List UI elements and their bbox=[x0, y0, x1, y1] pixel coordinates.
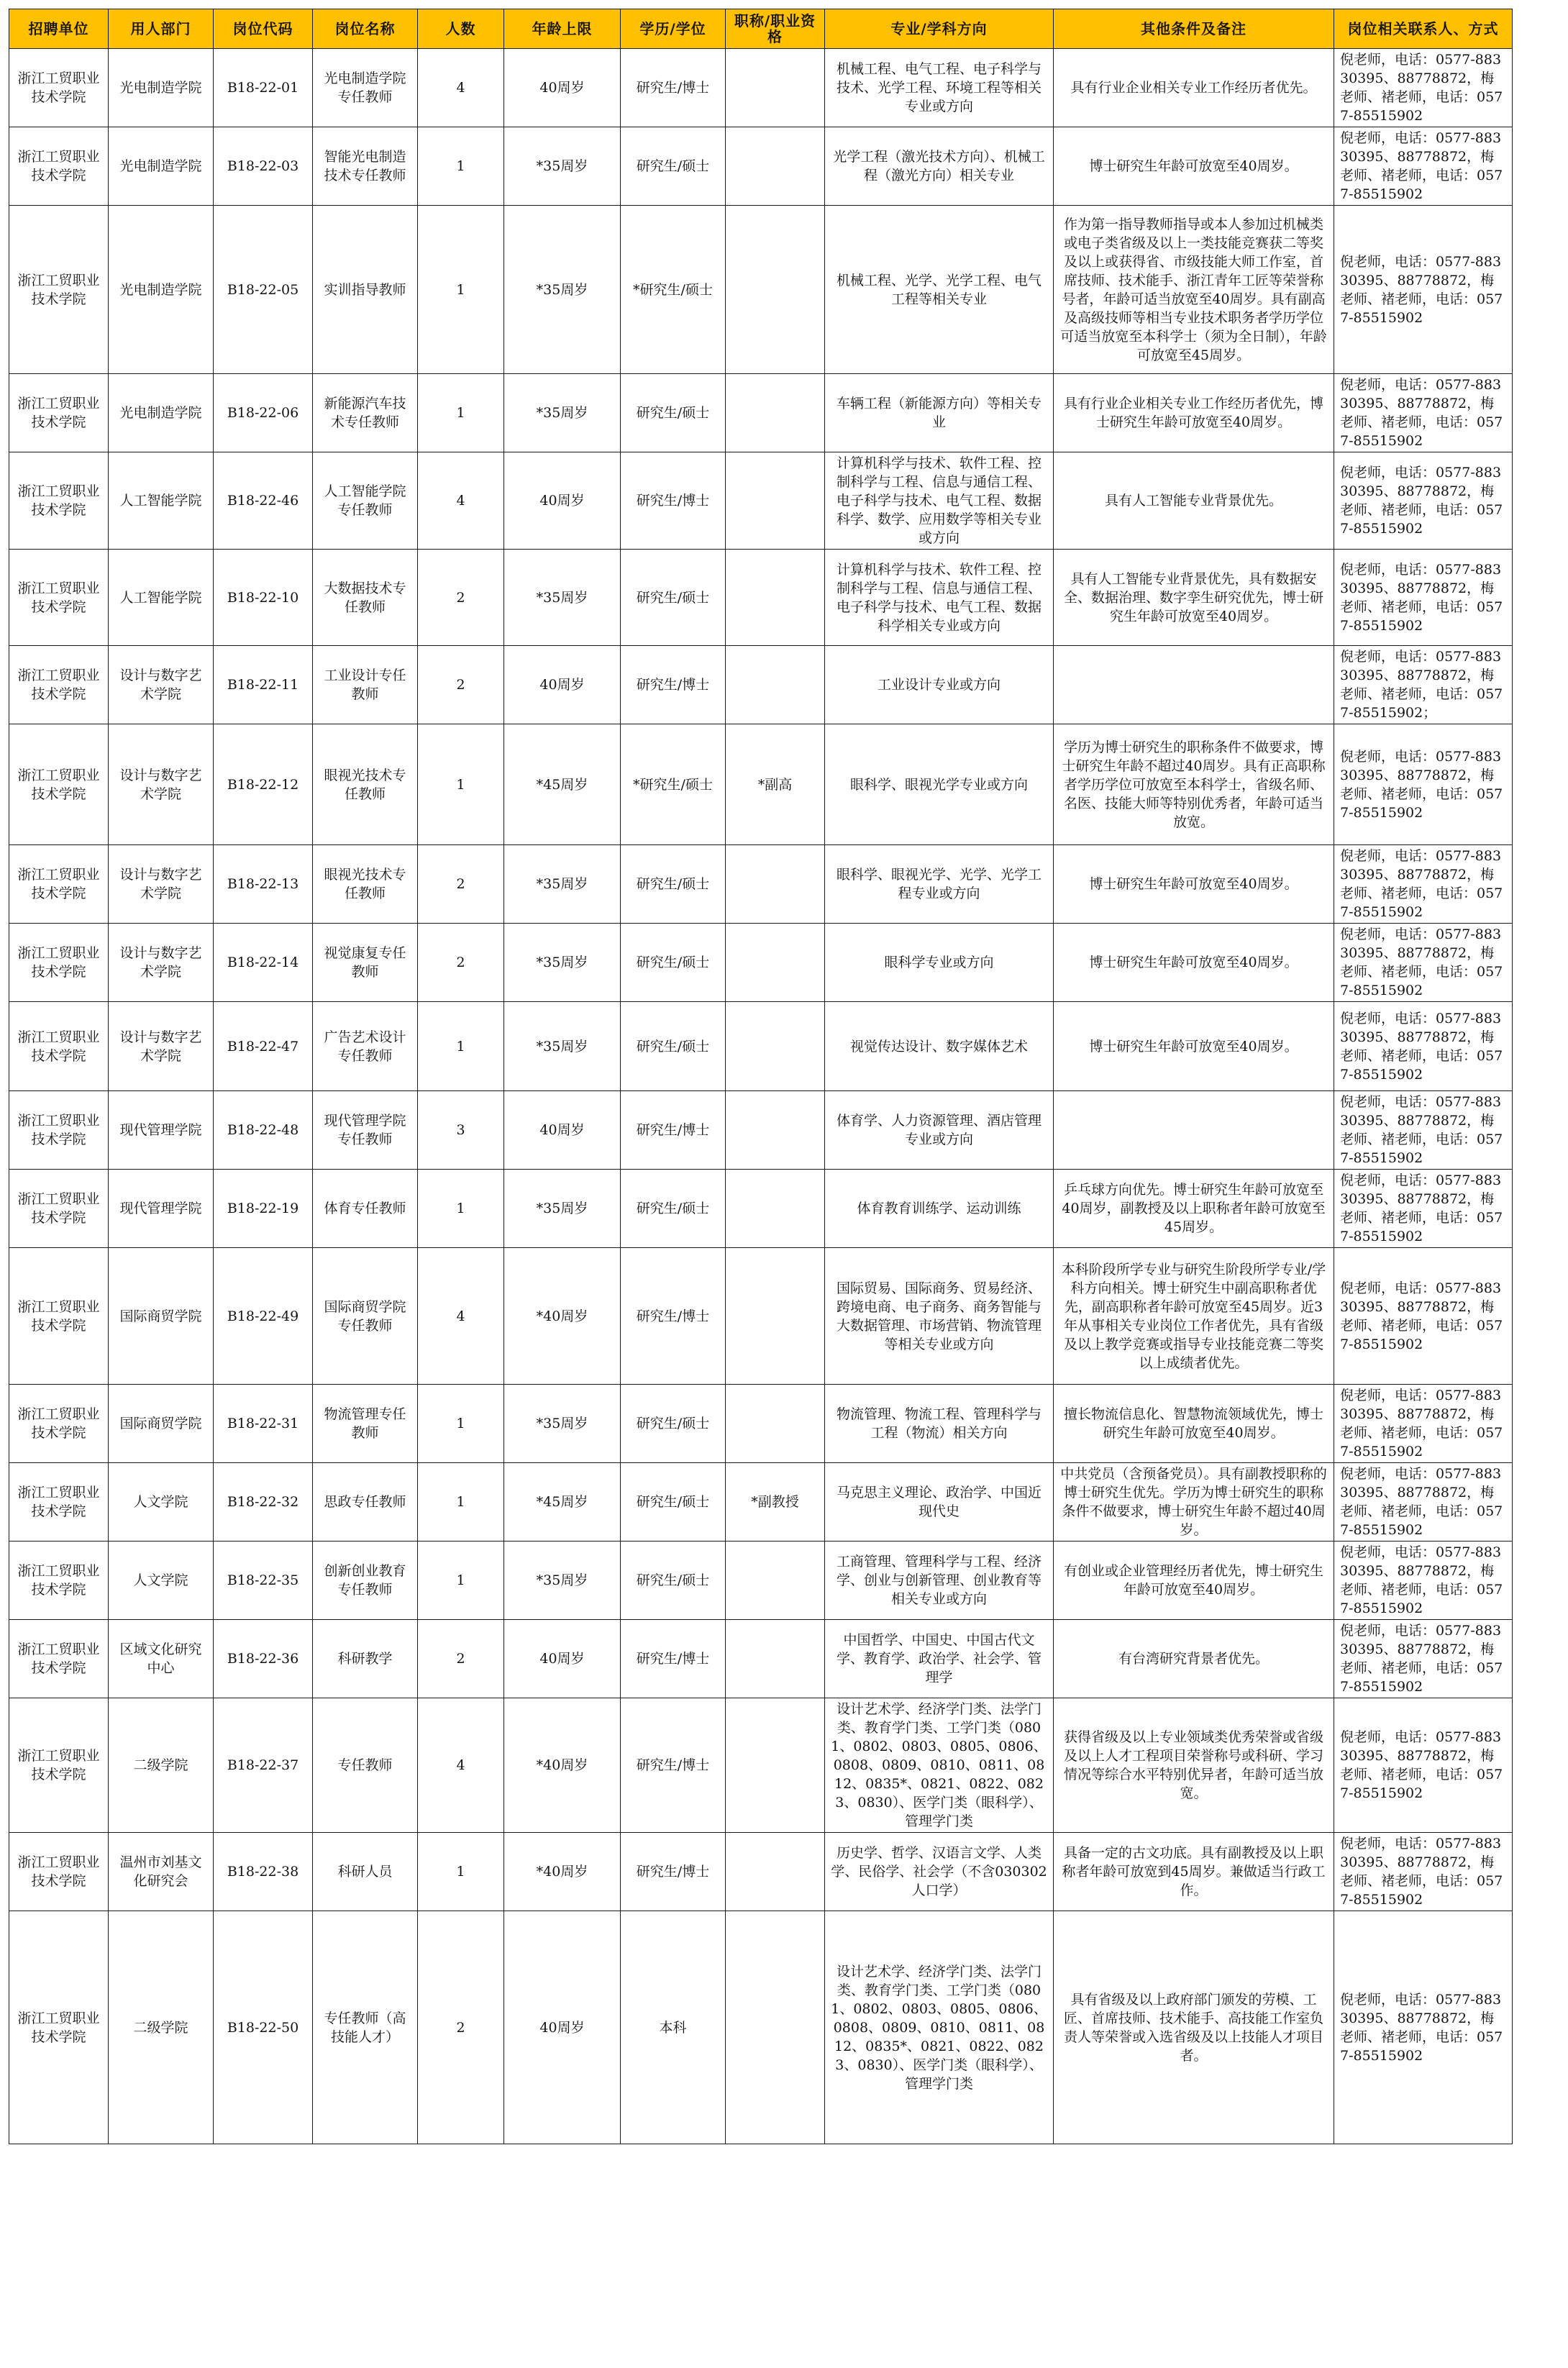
rank-cell bbox=[726, 374, 825, 452]
contact-cell: 倪老师，电话：0577-88330395、88778872，梅老师、褚老师，电话：0577-85515902 bbox=[1334, 1385, 1513, 1463]
age-cell: *35周岁 bbox=[504, 206, 621, 374]
count-cell: 1 bbox=[418, 1833, 504, 1911]
count-cell: 1 bbox=[418, 724, 504, 845]
age-cell: 40周岁 bbox=[504, 1091, 621, 1170]
table-row bbox=[9, 1542, 1513, 1620]
table-row bbox=[9, 724, 1513, 845]
code-cell: B18-22-31 bbox=[214, 1385, 313, 1463]
contact-cell: 倪老师，电话：0577-88330395、88778872，梅老师、褚老师，电话：0577-85515902 bbox=[1334, 724, 1513, 845]
age-cell: *35周岁 bbox=[504, 374, 621, 452]
major-cell: 车辆工程（新能源方向）等相关专业 bbox=[825, 374, 1054, 452]
rank-cell bbox=[726, 1248, 825, 1385]
age-cell: *35周岁 bbox=[504, 127, 621, 206]
count-cell: 4 bbox=[418, 1698, 504, 1833]
table-row bbox=[9, 1833, 1513, 1911]
age-cell: 40周岁 bbox=[504, 1620, 621, 1698]
edu-cell: 研究生/博士 bbox=[621, 1833, 726, 1911]
age-cell: *40周岁 bbox=[504, 1833, 621, 1911]
contact-cell: 倪老师，电话：0577-88330395、88778872，梅老师、褚老师，电话：0577-85515902 bbox=[1334, 1463, 1513, 1542]
other-cell: 博士研究生年龄可放宽至40周岁。 bbox=[1054, 924, 1334, 1002]
table-row bbox=[9, 1463, 1513, 1542]
contact-cell: 倪老师，电话：0577-88330395、88778872，梅老师、褚老师，电话：0577-85515902 bbox=[1334, 127, 1513, 206]
unit-cell: 浙江工贸职业技术学院 bbox=[9, 1698, 109, 1833]
other-cell bbox=[1054, 1091, 1334, 1170]
rank-cell bbox=[726, 646, 825, 724]
count-cell: 2 bbox=[418, 1911, 504, 2144]
unit-cell: 浙江工贸职业技术学院 bbox=[9, 1911, 109, 2144]
table-row bbox=[9, 1620, 1513, 1698]
code-cell: B18-22-37 bbox=[214, 1698, 313, 1833]
rank-cell bbox=[726, 452, 825, 550]
code-cell: B18-22-03 bbox=[214, 127, 313, 206]
edu-cell: 研究生/硕士 bbox=[621, 374, 726, 452]
unit-cell: 浙江工贸职业技术学院 bbox=[9, 724, 109, 845]
other-cell: 获得省级及以上专业领域类优秀荣誉或省级及以上人才工程项目荣誉称号或科研、学习情况等综合水平特别优异者，年龄可适当放宽。 bbox=[1054, 1698, 1334, 1833]
contact-cell: 倪老师，电话：0577-88330395、88778872，梅老师、褚老师，电话：0577-85515902 bbox=[1334, 49, 1513, 127]
contact-cell: 倪老师，电话：0577-88330395、88778872，梅老师、褚老师，电话：0577-85515902； bbox=[1334, 646, 1513, 724]
dept-cell: 人文学院 bbox=[109, 1463, 214, 1542]
title-cell: 物流管理专任教师 bbox=[313, 1385, 418, 1463]
major-cell: 设计艺术学、经济学门类、法学门类、教育学门类、工学门类（0801、0802、0803、0805、0806、0808、0809、0810、0811、0812、0835*、0821、0822、0823、0830）、医学门类（眼科学）、管理学门类 bbox=[825, 1911, 1054, 2144]
dept-cell: 区域文化研究中心 bbox=[109, 1620, 214, 1698]
major-cell: 机械工程、光学、光学工程、电气工程等相关专业 bbox=[825, 206, 1054, 374]
edu-cell: 研究生/博士 bbox=[621, 49, 726, 127]
other-cell: 擅长物流信息化、智慧物流领域优先，博士研究生年龄可放宽至40周岁。 bbox=[1054, 1385, 1334, 1463]
title-cell: 大数据技术专任教师 bbox=[313, 550, 418, 646]
edu-cell: *研究生/硕士 bbox=[621, 206, 726, 374]
edu-cell: 研究生/博士 bbox=[621, 1620, 726, 1698]
code-cell: B18-22-01 bbox=[214, 49, 313, 127]
rank-cell bbox=[726, 1002, 825, 1091]
major-cell: 视觉传达设计、数字媒体艺术 bbox=[825, 1002, 1054, 1091]
other-cell: 博士研究生年龄可放宽至40周岁。 bbox=[1054, 845, 1334, 924]
unit-cell: 浙江工贸职业技术学院 bbox=[9, 127, 109, 206]
title-cell: 专任教师（高技能人才） bbox=[313, 1911, 418, 2144]
table-row bbox=[9, 49, 1513, 127]
other-cell: 具有人工智能专业背景优先，具有数据安全、数据治理、数字孪生研究优先，博士研究生年龄可放宽至40周岁。 bbox=[1054, 550, 1334, 646]
count-cell: 4 bbox=[418, 49, 504, 127]
unit-cell: 浙江工贸职业技术学院 bbox=[9, 1620, 109, 1698]
header-age: 年龄上限 bbox=[504, 9, 621, 49]
other-cell: 博士研究生年龄可放宽至40周岁。 bbox=[1054, 127, 1334, 206]
edu-cell: 研究生/硕士 bbox=[621, 550, 726, 646]
table-row bbox=[9, 1091, 1513, 1170]
edu-cell: 本科 bbox=[621, 1911, 726, 2144]
count-cell: 1 bbox=[418, 374, 504, 452]
code-cell: B18-22-47 bbox=[214, 1002, 313, 1091]
title-cell: 工业设计专任教师 bbox=[313, 646, 418, 724]
title-cell: 新能源汽车技术专任教师 bbox=[313, 374, 418, 452]
unit-cell: 浙江工贸职业技术学院 bbox=[9, 1463, 109, 1542]
major-cell: 体育教育训练学、运动训练 bbox=[825, 1170, 1054, 1248]
edu-cell: 研究生/硕士 bbox=[621, 845, 726, 924]
contact-cell: 倪老师，电话：0577-88330395、88778872，梅老师、褚老师，电话：0577-85515902 bbox=[1334, 1002, 1513, 1091]
title-cell: 现代管理学院专任教师 bbox=[313, 1091, 418, 1170]
edu-cell: 研究生/硕士 bbox=[621, 1002, 726, 1091]
edu-cell: 研究生/博士 bbox=[621, 1248, 726, 1385]
title-cell: 人工智能学院专任教师 bbox=[313, 452, 418, 550]
unit-cell: 浙江工贸职业技术学院 bbox=[9, 374, 109, 452]
code-cell: B18-22-10 bbox=[214, 550, 313, 646]
table-row bbox=[9, 1911, 1513, 2144]
edu-cell: 研究生/硕士 bbox=[621, 924, 726, 1002]
count-cell: 1 bbox=[418, 1385, 504, 1463]
age-cell: *35周岁 bbox=[504, 845, 621, 924]
age-cell: *45周岁 bbox=[504, 724, 621, 845]
contact-cell: 倪老师，电话：0577-88330395、88778872，梅老师、褚老师，电话：0577-85515902 bbox=[1334, 452, 1513, 550]
major-cell: 国际贸易、国际商务、贸易经济、跨境电商、电子商务、商务智能与大数据管理、市场营销、物流管理等相关专业或方向 bbox=[825, 1248, 1054, 1385]
code-cell: B18-22-46 bbox=[214, 452, 313, 550]
unit-cell: 浙江工贸职业技术学院 bbox=[9, 924, 109, 1002]
age-cell: *35周岁 bbox=[504, 1542, 621, 1620]
major-cell: 体育学、人力资源管理、酒店管理专业或方向 bbox=[825, 1091, 1054, 1170]
age-cell: 40周岁 bbox=[504, 49, 621, 127]
table-row bbox=[9, 1248, 1513, 1385]
code-cell: B18-22-32 bbox=[214, 1463, 313, 1542]
major-cell: 马克思主义理论、政治学、中国近现代史 bbox=[825, 1463, 1054, 1542]
count-cell: 1 bbox=[418, 206, 504, 374]
header-major: 专业/学科方向 bbox=[825, 9, 1054, 49]
unit-cell: 浙江工贸职业技术学院 bbox=[9, 1542, 109, 1620]
unit-cell: 浙江工贸职业技术学院 bbox=[9, 1833, 109, 1911]
other-cell: 乒乓球方向优先。博士研究生年龄可放宽至40周岁，副教授及以上职称者年龄可放宽至45周岁。 bbox=[1054, 1170, 1334, 1248]
major-cell: 计算机科学与技术、软件工程、控制科学与工程、信息与通信工程、电子科学与技术、电气工程、数据科学、数学、应用数学等相关专业或方向 bbox=[825, 452, 1054, 550]
age-cell: *35周岁 bbox=[504, 550, 621, 646]
rank-cell bbox=[726, 49, 825, 127]
major-cell: 计算机科学与技术、软件工程、控制科学与工程、信息与通信工程、电子科学与技术、电气工程、数据科学相关专业或方向 bbox=[825, 550, 1054, 646]
header-dept: 用人部门 bbox=[109, 9, 214, 49]
count-cell: 4 bbox=[418, 452, 504, 550]
dept-cell: 现代管理学院 bbox=[109, 1170, 214, 1248]
unit-cell: 浙江工贸职业技术学院 bbox=[9, 1248, 109, 1385]
contact-cell: 倪老师，电话：0577-88330395、88778872，梅老师、褚老师，电话：0577-85515902 bbox=[1334, 374, 1513, 452]
code-cell: B18-22-19 bbox=[214, 1170, 313, 1248]
rank-cell bbox=[726, 845, 825, 924]
major-cell: 眼科学、眼视光学、光学、光学工程专业或方向 bbox=[825, 845, 1054, 924]
header-contact: 岗位相关联系人、方式 bbox=[1334, 9, 1513, 49]
table-row bbox=[9, 1002, 1513, 1091]
edu-cell: 研究生/硕士 bbox=[621, 1463, 726, 1542]
age-cell: 40周岁 bbox=[504, 1911, 621, 2144]
contact-cell: 倪老师，电话：0577-88330395、88778872，梅老师、褚老师，电话：0577-85515902 bbox=[1334, 1248, 1513, 1385]
dept-cell: 光电制造学院 bbox=[109, 49, 214, 127]
count-cell: 2 bbox=[418, 924, 504, 1002]
rank-cell bbox=[726, 1091, 825, 1170]
rank-cell: *副教授 bbox=[726, 1463, 825, 1542]
code-cell: B18-22-13 bbox=[214, 845, 313, 924]
count-cell: 4 bbox=[418, 1248, 504, 1385]
table-body bbox=[9, 49, 1513, 2144]
other-cell: 具有行业企业相关专业工作经历者优先，博士研究生年龄可放宽至40周岁。 bbox=[1054, 374, 1334, 452]
rank-cell bbox=[726, 1385, 825, 1463]
unit-cell: 浙江工贸职业技术学院 bbox=[9, 49, 109, 127]
dept-cell: 温州市刘基文化研究会 bbox=[109, 1833, 214, 1911]
title-cell: 视觉康复专任教师 bbox=[313, 924, 418, 1002]
dept-cell: 光电制造学院 bbox=[109, 127, 214, 206]
rank-cell bbox=[726, 1620, 825, 1698]
table-row bbox=[9, 924, 1513, 1002]
header-row bbox=[9, 9, 1513, 49]
edu-cell: 研究生/硕士 bbox=[621, 1170, 726, 1248]
major-cell: 工商管理、管理科学与工程、经济学、创业与创新管理、创业教育等相关专业或方向 bbox=[825, 1542, 1054, 1620]
dept-cell: 二级学院 bbox=[109, 1911, 214, 2144]
count-cell: 1 bbox=[418, 127, 504, 206]
major-cell: 物流管理、物流工程、管理科学与工程（物流）相关方向 bbox=[825, 1385, 1054, 1463]
other-cell bbox=[1054, 646, 1334, 724]
table-row bbox=[9, 550, 1513, 646]
header-edu: 学历/学位 bbox=[621, 9, 726, 49]
count-cell: 3 bbox=[418, 1091, 504, 1170]
edu-cell: 研究生/硕士 bbox=[621, 1385, 726, 1463]
code-cell: B18-22-35 bbox=[214, 1542, 313, 1620]
age-cell: *40周岁 bbox=[504, 1248, 621, 1385]
table-row bbox=[9, 646, 1513, 724]
rank-cell bbox=[726, 924, 825, 1002]
table-row bbox=[9, 374, 1513, 452]
dept-cell: 设计与数字艺术学院 bbox=[109, 724, 214, 845]
dept-cell: 设计与数字艺术学院 bbox=[109, 845, 214, 924]
title-cell: 光电制造学院专任教师 bbox=[313, 49, 418, 127]
other-cell: 具有人工智能专业背景优先。 bbox=[1054, 452, 1334, 550]
table-row bbox=[9, 1385, 1513, 1463]
major-cell: 光学工程（激光技术方向）、机械工程（激光方向）相关专业 bbox=[825, 127, 1054, 206]
table-row bbox=[9, 452, 1513, 550]
major-cell: 工业设计专业或方向 bbox=[825, 646, 1054, 724]
other-cell: 博士研究生年龄可放宽至40周岁。 bbox=[1054, 1002, 1334, 1091]
code-cell: B18-22-05 bbox=[214, 206, 313, 374]
rank-cell bbox=[726, 1170, 825, 1248]
header-title: 岗位名称 bbox=[313, 9, 418, 49]
contact-cell: 倪老师，电话：0577-88330395、88778872，梅老师、褚老师，电话：0577-85515902 bbox=[1334, 1698, 1513, 1833]
title-cell: 智能光电制造技术专任教师 bbox=[313, 127, 418, 206]
rank-cell bbox=[726, 550, 825, 646]
header-code: 岗位代码 bbox=[214, 9, 313, 49]
dept-cell: 光电制造学院 bbox=[109, 374, 214, 452]
unit-cell: 浙江工贸职业技术学院 bbox=[9, 452, 109, 550]
unit-cell: 浙江工贸职业技术学院 bbox=[9, 1170, 109, 1248]
unit-cell: 浙江工贸职业技术学院 bbox=[9, 1091, 109, 1170]
recruitment-table bbox=[9, 9, 1513, 2144]
age-cell: *45周岁 bbox=[504, 1463, 621, 1542]
table-row bbox=[9, 1698, 1513, 1833]
other-cell: 有创业或企业管理经历者优先，博士研究生年龄可放宽至40周岁。 bbox=[1054, 1542, 1334, 1620]
other-cell: 作为第一指导教师指导或本人参加过机械类或电子类省级及以上一类技能竞赛获二等奖及以上或获得省、市级技能大师工作室，首席技师、技术能手、浙江青年工匠等荣誉称号者，年龄可适当放宽至40周岁。具有副高及高级技师等相当专业技术职务者学历学位可适当放宽至本科学士（须为全日制），年龄可放宽至45周岁。 bbox=[1054, 206, 1334, 374]
table-row bbox=[9, 845, 1513, 924]
table-row bbox=[9, 1170, 1513, 1248]
code-cell: B18-22-12 bbox=[214, 724, 313, 845]
count-cell: 1 bbox=[418, 1002, 504, 1091]
title-cell: 专任教师 bbox=[313, 1698, 418, 1833]
title-cell: 眼视光技术专任教师 bbox=[313, 724, 418, 845]
rank-cell bbox=[726, 127, 825, 206]
title-cell: 思政专任教师 bbox=[313, 1463, 418, 1542]
unit-cell: 浙江工贸职业技术学院 bbox=[9, 1002, 109, 1091]
rank-cell bbox=[726, 1833, 825, 1911]
code-cell: B18-22-11 bbox=[214, 646, 313, 724]
major-cell: 眼科学专业或方向 bbox=[825, 924, 1054, 1002]
dept-cell: 设计与数字艺术学院 bbox=[109, 646, 214, 724]
code-cell: B18-22-36 bbox=[214, 1620, 313, 1698]
major-cell: 历史学、哲学、汉语言文学、人类学、民俗学、社会学（不含030302人口学） bbox=[825, 1833, 1054, 1911]
contact-cell: 倪老师，电话：0577-88330395、88778872，梅老师、褚老师，电话：0577-85515902 bbox=[1334, 1833, 1513, 1911]
major-cell: 设计艺术学、经济学门类、法学门类、教育学门类、工学门类（0801、0802、0803、0805、0806、0808、0809、0810、0811、0812、0835*、0821、0822、0823、0830）、医学门类（眼科学）、管理学门类 bbox=[825, 1698, 1054, 1833]
contact-cell: 倪老师，电话：0577-88330395、88778872，梅老师、褚老师，电话：0577-85515902 bbox=[1334, 1091, 1513, 1170]
rank-cell: *副高 bbox=[726, 724, 825, 845]
other-cell: 具备一定的古文功底。具有副教授及以上职称者年龄可放宽到45周岁。兼做适当行政工作。 bbox=[1054, 1833, 1334, 1911]
rank-cell bbox=[726, 206, 825, 374]
dept-cell: 二级学院 bbox=[109, 1698, 214, 1833]
age-cell: *35周岁 bbox=[504, 1002, 621, 1091]
dept-cell: 光电制造学院 bbox=[109, 206, 214, 374]
code-cell: B18-22-06 bbox=[214, 374, 313, 452]
edu-cell: *研究生/硕士 bbox=[621, 724, 726, 845]
age-cell: 40周岁 bbox=[504, 646, 621, 724]
title-cell: 国际商贸学院专任教师 bbox=[313, 1248, 418, 1385]
header-unit: 招聘单位 bbox=[9, 9, 109, 49]
edu-cell: 研究生/硕士 bbox=[621, 127, 726, 206]
age-cell: *35周岁 bbox=[504, 1385, 621, 1463]
edu-cell: 研究生/博士 bbox=[621, 646, 726, 724]
contact-cell: 倪老师，电话：0577-88330395、88778872，梅老师、褚老师，电话：0577-85515902 bbox=[1334, 845, 1513, 924]
code-cell: B18-22-14 bbox=[214, 924, 313, 1002]
title-cell: 创新创业教育专任教师 bbox=[313, 1542, 418, 1620]
count-cell: 2 bbox=[418, 1620, 504, 1698]
contact-cell: 倪老师，电话：0577-88330395、88778872，梅老师、褚老师，电话：0577-85515902 bbox=[1334, 206, 1513, 374]
contact-cell: 倪老师，电话：0577-88330395、88778872，梅老师、褚老师，电话：0577-85515902 bbox=[1334, 1620, 1513, 1698]
count-cell: 2 bbox=[418, 646, 504, 724]
contact-cell: 倪老师，电话：0577-88330395、88778872，梅老师、褚老师，电话：0577-85515902 bbox=[1334, 1911, 1513, 2144]
unit-cell: 浙江工贸职业技术学院 bbox=[9, 1385, 109, 1463]
edu-cell: 研究生/博士 bbox=[621, 1091, 726, 1170]
code-cell: B18-22-50 bbox=[214, 1911, 313, 2144]
edu-cell: 研究生/硕士 bbox=[621, 1542, 726, 1620]
contact-cell: 倪老师，电话：0577-88330395、88778872，梅老师、褚老师，电话：0577-85515902 bbox=[1334, 1170, 1513, 1248]
code-cell: B18-22-48 bbox=[214, 1091, 313, 1170]
age-cell: 40周岁 bbox=[504, 452, 621, 550]
edu-cell: 研究生/博士 bbox=[621, 452, 726, 550]
table-row bbox=[9, 127, 1513, 206]
dept-cell: 人工智能学院 bbox=[109, 550, 214, 646]
title-cell: 科研人员 bbox=[313, 1833, 418, 1911]
unit-cell: 浙江工贸职业技术学院 bbox=[9, 550, 109, 646]
major-cell: 机械工程、电气工程、电子科学与技术、光学工程、环境工程等相关专业或方向 bbox=[825, 49, 1054, 127]
edu-cell: 研究生/博士 bbox=[621, 1698, 726, 1833]
rank-cell bbox=[726, 1698, 825, 1833]
dept-cell: 设计与数字艺术学院 bbox=[109, 924, 214, 1002]
age-cell: *35周岁 bbox=[504, 924, 621, 1002]
dept-cell: 设计与数字艺术学院 bbox=[109, 1002, 214, 1091]
code-cell: B18-22-38 bbox=[214, 1833, 313, 1911]
major-cell: 中国哲学、中国史、中国古代文学、教育学、政治学、社会学、管理学 bbox=[825, 1620, 1054, 1698]
count-cell: 1 bbox=[418, 1463, 504, 1542]
other-cell: 具有行业企业相关专业工作经历者优先。 bbox=[1054, 49, 1334, 127]
title-cell: 体育专任教师 bbox=[313, 1170, 418, 1248]
title-cell: 实训指导教师 bbox=[313, 206, 418, 374]
other-cell: 学历为博士研究生的职称条件不做要求，博士研究生年龄不超过40周岁。具有正高职称者学历学位可放宽至本科学士，省级名师、名医、技能大师等特别优秀者，年龄可适当放宽。 bbox=[1054, 724, 1334, 845]
dept-cell: 人文学院 bbox=[109, 1542, 214, 1620]
other-cell: 具有省级及以上政府部门颁发的劳模、工匠、首席技师、技术能手、高技能工作室负责人等荣誉或入选省级及以上技能人才项目者。 bbox=[1054, 1911, 1334, 2144]
title-cell: 科研教学 bbox=[313, 1620, 418, 1698]
header-other: 其他条件及备注 bbox=[1054, 9, 1334, 49]
header-count: 人数 bbox=[418, 9, 504, 49]
count-cell: 1 bbox=[418, 1542, 504, 1620]
dept-cell: 国际商贸学院 bbox=[109, 1385, 214, 1463]
contact-cell: 倪老师，电话：0577-88330395、88778872，梅老师、褚老师，电话：0577-85515902 bbox=[1334, 1542, 1513, 1620]
major-cell: 眼科学、眼视光学专业或方向 bbox=[825, 724, 1054, 845]
dept-cell: 人工智能学院 bbox=[109, 452, 214, 550]
contact-cell: 倪老师，电话：0577-88330395、88778872，梅老师、褚老师，电话：0577-85515902 bbox=[1334, 924, 1513, 1002]
other-cell: 本科阶段所学专业与研究生阶段所学专业/学科方向相关。博士研究生中副高职称者优先，副高职称者年龄可放宽至45周岁。近3年从事相关专业岗位工作者优先，具有省级及以上教学竞赛或指导专业技能竞赛二等奖以上成绩者优先。 bbox=[1054, 1248, 1334, 1385]
age-cell: *40周岁 bbox=[504, 1698, 621, 1833]
title-cell: 广告艺术设计专任教师 bbox=[313, 1002, 418, 1091]
other-cell: 中共党员（含预备党员）。具有副教授职称的博士研究生优先。学历为博士研究生的职称条件不做要求，博士研究生年龄不超过40周岁。 bbox=[1054, 1463, 1334, 1542]
count-cell: 1 bbox=[418, 1170, 504, 1248]
other-cell: 有台湾研究背景者优先。 bbox=[1054, 1620, 1334, 1698]
count-cell: 2 bbox=[418, 550, 504, 646]
contact-cell: 倪老师，电话：0577-88330395、88778872，梅老师、褚老师，电话：0577-85515902 bbox=[1334, 550, 1513, 646]
header-rank: 职称/职业资格 bbox=[726, 9, 825, 49]
dept-cell: 现代管理学院 bbox=[109, 1091, 214, 1170]
dept-cell: 国际商贸学院 bbox=[109, 1248, 214, 1385]
unit-cell: 浙江工贸职业技术学院 bbox=[9, 206, 109, 374]
age-cell: *35周岁 bbox=[504, 1170, 621, 1248]
rank-cell bbox=[726, 1542, 825, 1620]
rank-cell bbox=[726, 1911, 825, 2144]
unit-cell: 浙江工贸职业技术学院 bbox=[9, 845, 109, 924]
code-cell: B18-22-49 bbox=[214, 1248, 313, 1385]
unit-cell: 浙江工贸职业技术学院 bbox=[9, 646, 109, 724]
count-cell: 2 bbox=[418, 845, 504, 924]
title-cell: 眼视光技术专任教师 bbox=[313, 845, 418, 924]
table-row bbox=[9, 206, 1513, 374]
